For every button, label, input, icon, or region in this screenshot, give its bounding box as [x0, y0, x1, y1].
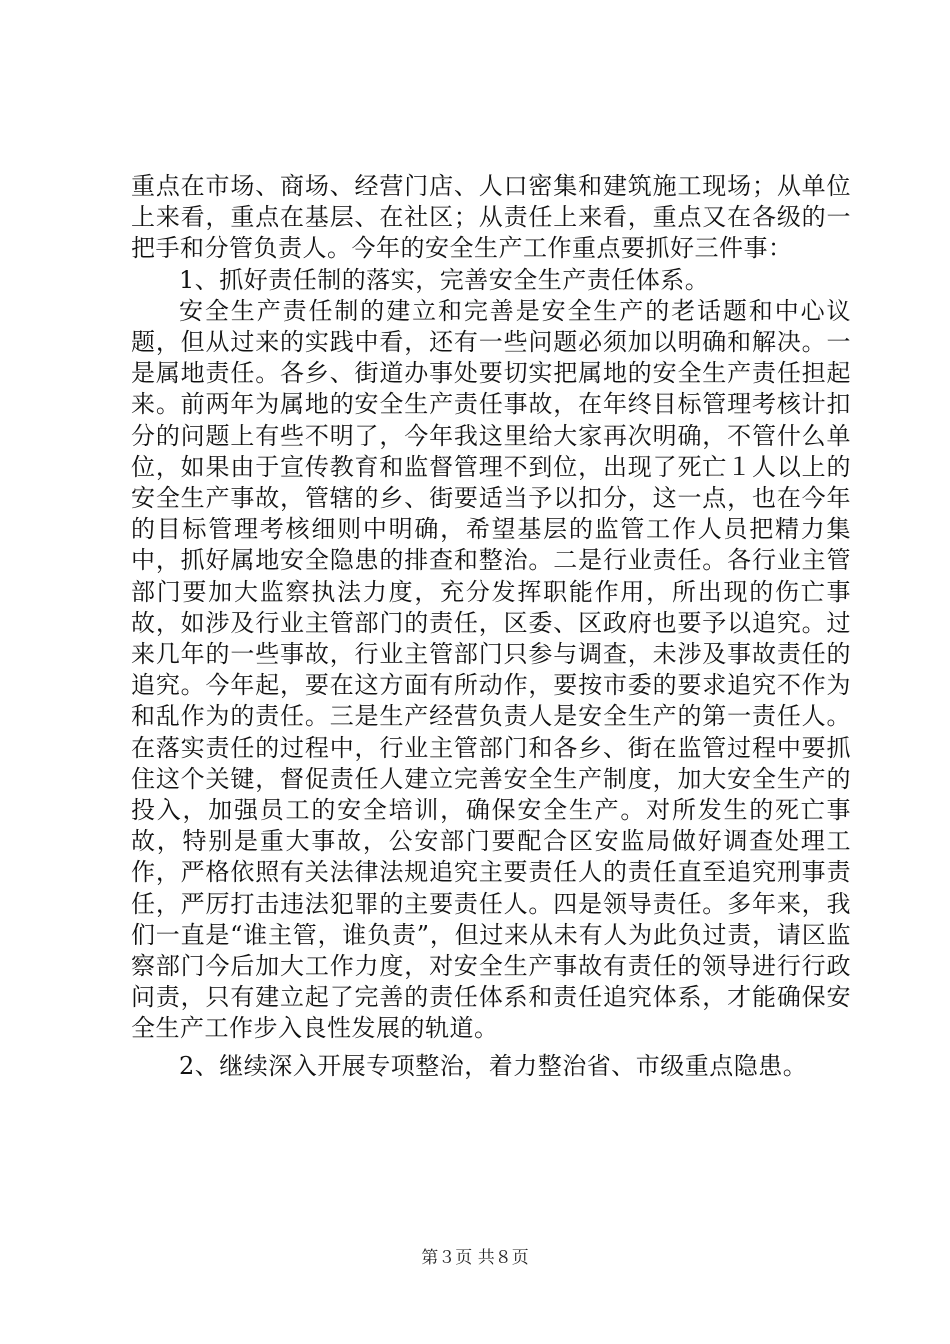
paragraph-continuation: 重点在市场、商场、经营门店、人口密集和建筑施工现场；从单位上来看，重点在基层、在社区；从责任上来看，重点又在各级的一把手和分管负责人。今年的安全生产工作重点要抓好三件事： [131, 172, 851, 263]
page-footer: 第３页 共８页 [421, 1248, 529, 1268]
document-body [131, 171, 851, 1082]
section-heading-2: 2、继续深入开展专项整治，着力整治省、市级重点隐患。 [179, 1051, 808, 1080]
paragraph-responsibility: 安全生产责任制的建立和完善是安全生产的老话题和中心议题，但从过来的实践中看，还有一些问题必须加以明确和解决。一是属地责任。各乡、街道办事处要切实把属地的安全生产责任担起来。前两年为属地的安全生产责任事故，在年终目标管理考核计扣分的问题上有些不明了，今年我这里给大家再次明确，不管什么单位，如果由于宣传教育和监督管理不到位，出现了死亡１人以上的安全生产事故，管辖的乡、街要适当予以扣分，这一点，也在今年的目标管理考核细则中明确，希望基层的监管工作人员把精力集中，抓好属地安全隐患的排查和整治。二是行业责任。各行业主管部门要加大监察执法力度，充分发挥职能作用，所出现的伤亡事故，如涉及行业主管部门的责任，区委、区政府也要予以追究。过来几年的一些事故，行业主管部门只参与调查，未涉及事故责任的追究。今年起，要在这方面有所动作，要按市委的要求追究不作为和乱作为的责任。三是生产经营负责人是安全生产的第一责任人。在落实责任的过程中，行业主管部门和各乡、街在监管过程中要抓住这个关键，督促责任人建立完善安全生产制度，加大安全生产的投入，加强员工的安全培训，确保安全生产。对所发生的死亡事故，特别是重大事故，公安部门要配合区安监局做好调查处理工作，严格依照有关法律法规追究主要责任人的责任直至追究刑事责任，严厉打击违法犯罪的主要责任人。四是领导责任。多年来，我们一直是“谁主管，谁负责”，但过来从未有人为此负过责，请区监察部门今后加大工作力度，对安全生产事故有责任的领导进行行政问责，只有建立起了完善的责任体系和责任追究体系，才能确保安全生产工作步入良性发展的轨道。 [131, 296, 851, 1043]
section-heading-1: 1、抓好责任制的落实，完善安全生产责任体系。 [179, 265, 710, 294]
